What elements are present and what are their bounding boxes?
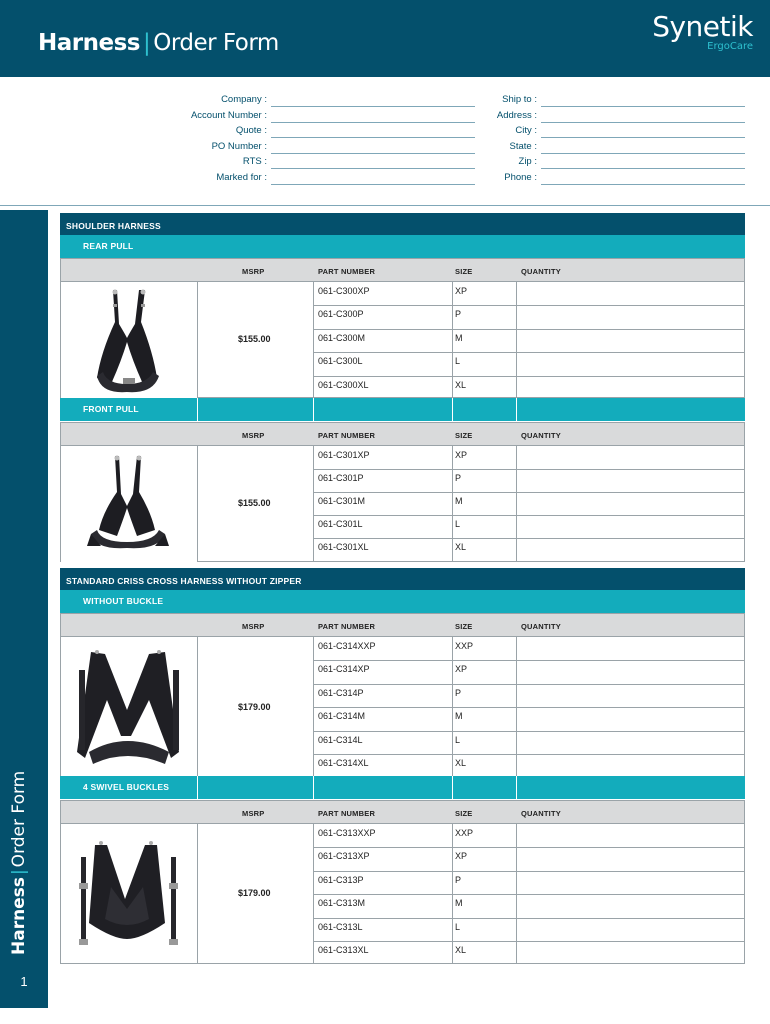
msrp-price: $179.00 [238, 888, 271, 898]
info-input-line[interactable] [541, 106, 745, 107]
criss-cross-harness-swivel-buckles-image [61, 827, 197, 967]
size-value: XP [455, 664, 468, 674]
part-number: 061-C300P [318, 309, 364, 319]
quantity-input[interactable] [517, 637, 744, 660]
info-label: Account Number : [190, 110, 267, 121]
quantity-header: QUANTITY [521, 431, 561, 440]
msrp-price: $155.00 [238, 334, 271, 344]
product-table-body [60, 446, 745, 562]
quantity-input[interactable] [517, 282, 744, 305]
size-header: SIZE [455, 622, 473, 631]
part-number: 061-C301L [318, 519, 363, 529]
info-label: Ship to : [502, 94, 537, 105]
quantity-input[interactable] [517, 824, 744, 847]
quantity-input[interactable] [517, 894, 744, 918]
subsection-header [60, 776, 745, 799]
size-value: L [455, 922, 461, 932]
rear-pull-harness-image [61, 282, 197, 404]
msrp-header: MSRP [242, 267, 265, 276]
column-divider [313, 776, 314, 799]
sidebar-title [9, 771, 29, 955]
size-header: SIZE [455, 267, 473, 276]
quantity-input[interactable] [517, 305, 744, 329]
divider [0, 205, 770, 206]
subsection-header [60, 398, 745, 421]
title-separator: | [142, 30, 151, 56]
section-header: STANDARD CRISS CROSS HARNESS WITHOUT ZIPPER [60, 568, 745, 590]
msrp-price: $155.00 [238, 498, 271, 508]
msrp-price: $179.00 [238, 701, 271, 712]
info-input-line[interactable] [541, 137, 745, 138]
quantity-input[interactable] [517, 707, 744, 731]
msrp-header: MSRP [242, 431, 265, 440]
synetik-logo [652, 10, 753, 52]
part-number: 061-C313L [318, 922, 363, 932]
column-header-row [60, 258, 745, 282]
info-label: Marked for : [216, 172, 267, 183]
info-left-row [150, 125, 267, 139]
quantity-input[interactable] [517, 871, 744, 894]
sidebar-title-bold: Harness [9, 877, 29, 955]
part-number: 061-C301P [318, 473, 364, 483]
column-divider [313, 398, 314, 421]
page-title [38, 30, 279, 56]
msrp-header: MSRP [242, 622, 265, 631]
column-divider [197, 398, 198, 421]
quantity-input[interactable] [517, 446, 744, 469]
part-number: 061-C314XP [318, 664, 370, 674]
info-label: Company : [221, 94, 267, 105]
quantity-input[interactable] [517, 376, 744, 398]
quantity-input[interactable] [517, 754, 744, 778]
quantity-header: QUANTITY [521, 809, 561, 818]
part-number: 061-C300XP [318, 286, 370, 296]
info-input-line[interactable] [541, 122, 745, 123]
info-input-line[interactable] [541, 168, 745, 169]
info-label: Zip : [518, 156, 537, 167]
quantity-input[interactable] [517, 918, 744, 941]
part-number: 061-C313XP [318, 851, 370, 861]
info-label: Address : [496, 110, 537, 121]
product-table-body [60, 637, 745, 778]
size-value: P [455, 309, 462, 319]
size-value: L [455, 356, 461, 366]
info-right-row [440, 141, 537, 155]
quantity-input[interactable] [517, 352, 744, 376]
info-right-row [440, 156, 537, 170]
part-number: 061-C314M [318, 711, 366, 721]
quantity-header: QUANTITY [521, 267, 561, 276]
quantity-header: QUANTITY [521, 622, 561, 631]
info-left-row [150, 94, 267, 108]
size-value: P [455, 473, 462, 483]
part-number: 061-C314XL [318, 758, 369, 768]
column-line [313, 282, 314, 398]
quantity-input[interactable] [517, 469, 744, 492]
info-label: PO Number : [211, 141, 267, 152]
size-value: L [455, 735, 461, 745]
info-label: City : [515, 125, 537, 136]
size-value: M [455, 333, 463, 343]
product-table-body [60, 824, 745, 964]
info-left-row [150, 110, 267, 124]
column-divider [516, 776, 517, 799]
msrp-header: MSRP [242, 809, 265, 818]
quantity-input[interactable] [517, 538, 744, 562]
part-number-header: PART NUMBER [318, 431, 376, 440]
quantity-input[interactable] [517, 329, 744, 352]
subsection-header [60, 235, 745, 258]
info-label: RTS : [242, 156, 267, 167]
info-left-row [150, 172, 267, 186]
part-number: 061-C314XXP [318, 641, 376, 651]
product-table-body [60, 282, 745, 398]
subsection-title: REAR PULL [83, 241, 134, 251]
quantity-input[interactable] [517, 515, 744, 538]
info-label: State : [509, 141, 537, 152]
section-header: SHOULDER HARNESS [60, 213, 745, 235]
column-divider [197, 776, 198, 799]
size-value: M [455, 898, 463, 908]
size-header: SIZE [455, 431, 473, 440]
column-divider [452, 776, 453, 799]
column-header-row [60, 800, 745, 824]
size-value: XP [455, 851, 468, 861]
info-label: Quote : [235, 125, 267, 136]
column-header-row [60, 613, 745, 637]
column-divider [452, 398, 453, 421]
quantity-input[interactable] [517, 660, 744, 684]
column-header-row [60, 422, 745, 446]
size-value: XL [455, 380, 467, 390]
size-value: M [455, 496, 463, 506]
logo-main: Synetik [652, 10, 753, 43]
part-number: 061-C313M [318, 898, 366, 908]
column-divider [516, 398, 517, 421]
part-number-header: PART NUMBER [318, 267, 376, 276]
size-value: XXP [455, 641, 474, 651]
quantity-input[interactable] [517, 847, 744, 871]
size-value: P [455, 688, 462, 698]
size-value: L [455, 519, 461, 529]
criss-cross-harness-without-buckle-image [61, 640, 197, 780]
subsection-title: 4 SWIVEL BUCKLES [83, 782, 170, 792]
part-number-header: PART NUMBER [318, 622, 376, 631]
page-number: 1 [20, 974, 28, 989]
part-number: 061-C301M [318, 496, 366, 506]
info-left-row [150, 156, 267, 170]
part-number: 061-C314P [318, 688, 364, 698]
part-number: 061-C300L [318, 356, 363, 366]
column-line [197, 446, 198, 562]
logo-sub: ErgoCare [707, 41, 753, 52]
part-number: 061-C313P [318, 875, 364, 885]
title-rest: Order Form [153, 30, 279, 56]
quantity-input[interactable] [517, 731, 744, 754]
info-right-row [440, 125, 537, 139]
quantity-input[interactable] [517, 492, 744, 515]
column-line [452, 446, 453, 562]
title-bold: Harness [38, 30, 140, 56]
quantity-input[interactable] [517, 941, 744, 964]
part-number: 061-C301XL [318, 542, 369, 552]
subsection-title: WITHOUT BUCKLE [83, 596, 164, 606]
info-label: Phone : [504, 172, 537, 183]
part-number: 061-C300M [318, 333, 366, 343]
page-header [0, 0, 770, 77]
info-input-line[interactable] [541, 153, 745, 154]
size-header: SIZE [455, 809, 473, 818]
info-right-row [440, 94, 537, 108]
part-number: 061-C301XP [318, 450, 370, 460]
subsection-title: FRONT PULL [83, 404, 139, 414]
part-number: 061-C300XL [318, 380, 369, 390]
part-number: 061-C313XXP [318, 828, 376, 838]
sidebar-title-rest: Order Form [9, 770, 29, 868]
size-value: P [455, 875, 462, 885]
column-line [197, 824, 198, 964]
part-number: 061-C313XL [318, 945, 369, 955]
info-right-row [440, 110, 537, 124]
column-line [197, 282, 198, 398]
sidebar-title-separator: | [9, 869, 29, 876]
info-right-row [440, 172, 537, 186]
part-number-header: PART NUMBER [318, 809, 376, 818]
size-value: XL [455, 945, 467, 955]
size-value: XL [455, 758, 467, 768]
size-value: XP [455, 450, 468, 460]
size-value: M [455, 711, 463, 721]
size-value: XP [455, 286, 468, 296]
info-left-row [150, 141, 267, 155]
size-value: XXP [455, 828, 474, 838]
column-line [452, 282, 453, 398]
quantity-input[interactable] [517, 684, 744, 707]
subsection-header [60, 590, 745, 613]
column-line [313, 446, 314, 562]
info-input-line[interactable] [541, 184, 745, 185]
column-line [197, 637, 198, 778]
part-number: 061-C314L [318, 735, 363, 745]
size-value: XL [455, 542, 467, 552]
front-pull-harness-image [61, 446, 197, 568]
